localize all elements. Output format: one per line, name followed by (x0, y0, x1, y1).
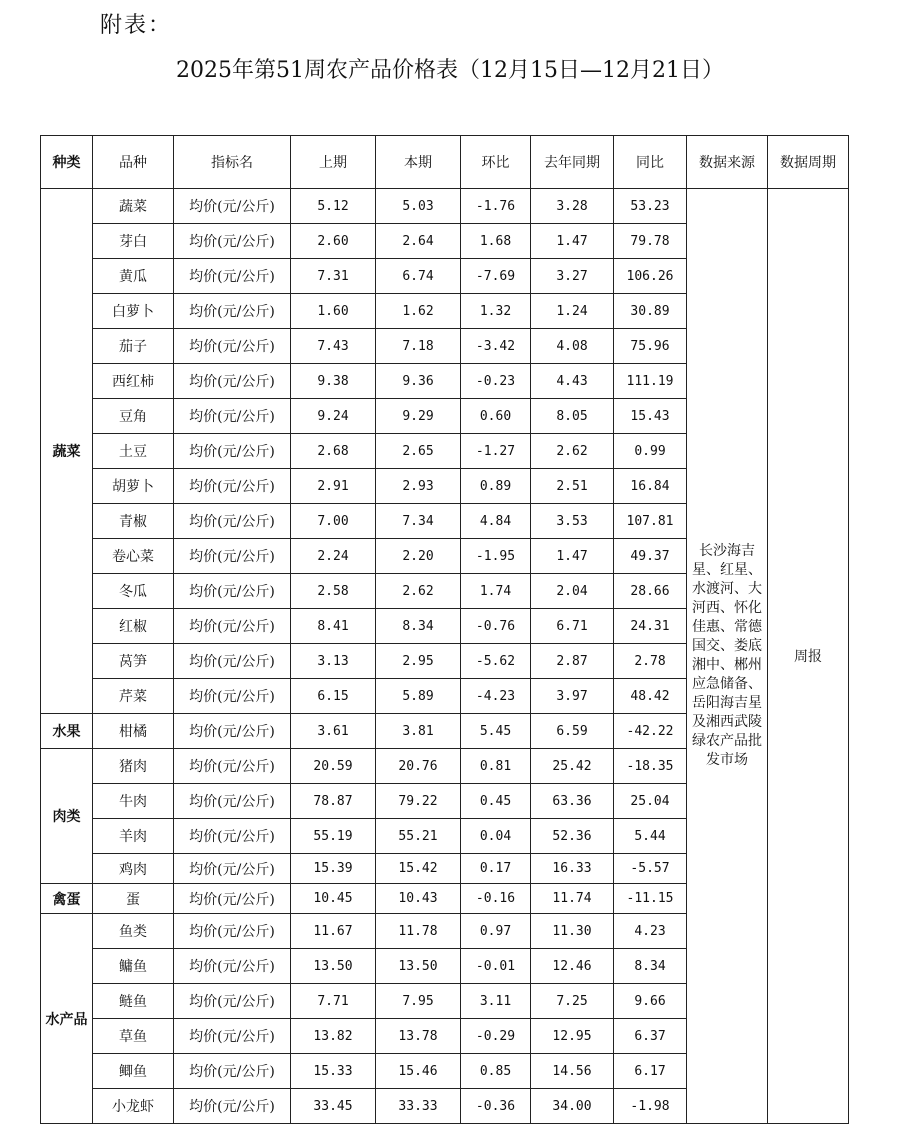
last-period-cell: 2.60 (291, 224, 376, 259)
indicator-cell: 均价(元/公斤) (174, 504, 291, 539)
this-period-cell: 8.34 (376, 609, 461, 644)
last-period-cell: 2.58 (291, 574, 376, 609)
last-period-cell: 13.50 (291, 949, 376, 984)
this-period-cell: 10.43 (376, 884, 461, 914)
this-period-cell: 55.21 (376, 819, 461, 854)
last-period-cell: 20.59 (291, 749, 376, 784)
last-year-cell: 6.59 (531, 714, 614, 749)
indicator-cell: 均价(元/公斤) (174, 984, 291, 1019)
yoy-cell: -42.22 (614, 714, 687, 749)
header-data-period: 数据周期 (768, 136, 849, 189)
yoy-cell: 28.66 (614, 574, 687, 609)
variety-cell: 猪肉 (93, 749, 174, 784)
variety-cell: 柑橘 (93, 714, 174, 749)
yoy-cell: -11.15 (614, 884, 687, 914)
mom-cell: 0.85 (461, 1054, 531, 1089)
header-yoy: 同比 (614, 136, 687, 189)
mom-cell: 4.84 (461, 504, 531, 539)
indicator-cell: 均价(元/公斤) (174, 329, 291, 364)
yoy-cell: -18.35 (614, 749, 687, 784)
this-period-cell: 9.36 (376, 364, 461, 399)
category-vegetable: 蔬菜 (41, 189, 93, 714)
indicator-cell: 均价(元/公斤) (174, 539, 291, 574)
variety-cell: 黄瓜 (93, 259, 174, 294)
mom-cell: -0.76 (461, 609, 531, 644)
last-period-cell: 1.60 (291, 294, 376, 329)
variety-cell: 西红柿 (93, 364, 174, 399)
variety-cell: 蔬菜 (93, 189, 174, 224)
indicator-cell: 均价(元/公斤) (174, 294, 291, 329)
yoy-cell: 79.78 (614, 224, 687, 259)
yoy-cell: -1.98 (614, 1089, 687, 1124)
mom-cell: -0.36 (461, 1089, 531, 1124)
indicator-cell: 均价(元/公斤) (174, 434, 291, 469)
this-period-cell: 7.34 (376, 504, 461, 539)
last-year-cell: 34.00 (531, 1089, 614, 1124)
yoy-cell: 106.26 (614, 259, 687, 294)
variety-cell: 茄子 (93, 329, 174, 364)
mom-cell: 0.97 (461, 914, 531, 949)
last-year-cell: 12.46 (531, 949, 614, 984)
indicator-cell: 均价(元/公斤) (174, 574, 291, 609)
last-year-cell: 4.08 (531, 329, 614, 364)
yoy-cell: 107.81 (614, 504, 687, 539)
last-period-cell: 2.24 (291, 539, 376, 574)
last-year-cell: 3.28 (531, 189, 614, 224)
header-data-source: 数据来源 (687, 136, 768, 189)
this-period-cell: 7.95 (376, 984, 461, 1019)
category-fruit: 水果 (41, 714, 93, 749)
this-period-cell: 2.62 (376, 574, 461, 609)
header-category: 种类 (41, 136, 93, 189)
yoy-cell: 24.31 (614, 609, 687, 644)
this-period-cell: 3.81 (376, 714, 461, 749)
last-year-cell: 12.95 (531, 1019, 614, 1054)
last-period-cell: 13.82 (291, 1019, 376, 1054)
variety-cell: 豆角 (93, 399, 174, 434)
yoy-cell: 53.23 (614, 189, 687, 224)
yoy-cell: 8.34 (614, 949, 687, 984)
indicator-cell: 均价(元/公斤) (174, 854, 291, 884)
header-variety: 品种 (93, 136, 174, 189)
this-period-cell: 79.22 (376, 784, 461, 819)
this-period-cell: 15.46 (376, 1054, 461, 1089)
indicator-cell: 均价(元/公斤) (174, 364, 291, 399)
mom-cell: -7.69 (461, 259, 531, 294)
indicator-cell: 均价(元/公斤) (174, 224, 291, 259)
variety-cell: 鲫鱼 (93, 1054, 174, 1089)
mom-cell: -0.16 (461, 884, 531, 914)
variety-cell: 鸡肉 (93, 854, 174, 884)
variety-cell: 土豆 (93, 434, 174, 469)
last-year-cell: 14.56 (531, 1054, 614, 1089)
yoy-cell: 6.17 (614, 1054, 687, 1089)
this-period-cell: 2.95 (376, 644, 461, 679)
last-year-cell: 3.27 (531, 259, 614, 294)
indicator-cell: 均价(元/公斤) (174, 609, 291, 644)
this-period-cell: 13.78 (376, 1019, 461, 1054)
category-aquatic: 水产品 (41, 914, 93, 1124)
last-period-cell: 78.87 (291, 784, 376, 819)
yoy-cell: 5.44 (614, 819, 687, 854)
variety-cell: 蛋 (93, 884, 174, 914)
mom-cell: 3.11 (461, 984, 531, 1019)
last-period-cell: 55.19 (291, 819, 376, 854)
last-year-cell: 3.97 (531, 679, 614, 714)
indicator-cell: 均价(元/公斤) (174, 1089, 291, 1124)
this-period-cell: 2.93 (376, 469, 461, 504)
last-period-cell: 2.68 (291, 434, 376, 469)
last-period-cell: 6.15 (291, 679, 376, 714)
indicator-cell: 均价(元/公斤) (174, 749, 291, 784)
variety-cell: 红椒 (93, 609, 174, 644)
variety-cell: 冬瓜 (93, 574, 174, 609)
yoy-cell: 4.23 (614, 914, 687, 949)
category-meat: 肉类 (41, 749, 93, 884)
header-last-period: 上期 (291, 136, 376, 189)
last-period-cell: 7.00 (291, 504, 376, 539)
variety-cell: 莴笋 (93, 644, 174, 679)
data-period-cell: 周报 (768, 189, 849, 1124)
mom-cell: 1.68 (461, 224, 531, 259)
last-period-cell: 15.33 (291, 1054, 376, 1089)
mom-cell: -0.01 (461, 949, 531, 984)
variety-cell: 牛肉 (93, 784, 174, 819)
indicator-cell: 均价(元/公斤) (174, 1019, 291, 1054)
variety-cell: 小龙虾 (93, 1089, 174, 1124)
this-period-cell: 5.89 (376, 679, 461, 714)
last-period-cell: 2.91 (291, 469, 376, 504)
this-period-cell: 9.29 (376, 399, 461, 434)
mom-cell: -0.23 (461, 364, 531, 399)
yoy-cell: 111.19 (614, 364, 687, 399)
this-period-cell: 7.18 (376, 329, 461, 364)
indicator-cell: 均价(元/公斤) (174, 914, 291, 949)
last-period-cell: 9.24 (291, 399, 376, 434)
yoy-cell: 25.04 (614, 784, 687, 819)
last-year-cell: 2.62 (531, 434, 614, 469)
last-period-cell: 3.13 (291, 644, 376, 679)
variety-cell: 卷心菜 (93, 539, 174, 574)
last-period-cell: 11.67 (291, 914, 376, 949)
page-title: 2025年第51周农产品价格表（12月15日—12月21日） (176, 58, 724, 83)
yoy-cell: 75.96 (614, 329, 687, 364)
yoy-cell: 9.66 (614, 984, 687, 1019)
last-year-cell: 6.71 (531, 609, 614, 644)
indicator-cell: 均价(元/公斤) (174, 399, 291, 434)
yoy-cell: 6.37 (614, 1019, 687, 1054)
last-period-cell: 7.31 (291, 259, 376, 294)
mom-cell: 0.89 (461, 469, 531, 504)
this-period-cell: 15.42 (376, 854, 461, 884)
last-year-cell: 7.25 (531, 984, 614, 1019)
last-period-cell: 3.61 (291, 714, 376, 749)
last-year-cell: 3.53 (531, 504, 614, 539)
indicator-cell: 均价(元/公斤) (174, 679, 291, 714)
last-year-cell: 11.30 (531, 914, 614, 949)
last-year-cell: 25.42 (531, 749, 614, 784)
mom-cell: 0.17 (461, 854, 531, 884)
last-year-cell: 1.47 (531, 539, 614, 574)
this-period-cell: 20.76 (376, 749, 461, 784)
this-period-cell: 2.64 (376, 224, 461, 259)
table-row (41, 189, 849, 224)
mom-cell: -3.42 (461, 329, 531, 364)
last-period-cell: 9.38 (291, 364, 376, 399)
yoy-cell: 48.42 (614, 679, 687, 714)
mom-cell: -1.76 (461, 189, 531, 224)
last-year-cell: 2.87 (531, 644, 614, 679)
last-year-cell: 1.47 (531, 224, 614, 259)
last-year-cell: 11.74 (531, 884, 614, 914)
indicator-cell: 均价(元/公斤) (174, 784, 291, 819)
last-period-cell: 7.71 (291, 984, 376, 1019)
this-period-cell: 33.33 (376, 1089, 461, 1124)
this-period-cell: 2.65 (376, 434, 461, 469)
header-mom: 环比 (461, 136, 531, 189)
mom-cell: -1.95 (461, 539, 531, 574)
last-year-cell: 1.24 (531, 294, 614, 329)
last-year-cell: 52.36 (531, 819, 614, 854)
last-period-cell: 15.39 (291, 854, 376, 884)
mom-cell: 0.60 (461, 399, 531, 434)
mom-cell: -4.23 (461, 679, 531, 714)
this-period-cell: 5.03 (376, 189, 461, 224)
indicator-cell: 均价(元/公斤) (174, 949, 291, 984)
mom-cell: -1.27 (461, 434, 531, 469)
yoy-cell: 49.37 (614, 539, 687, 574)
variety-cell: 鱼类 (93, 914, 174, 949)
yoy-cell: 2.78 (614, 644, 687, 679)
last-year-cell: 63.36 (531, 784, 614, 819)
mom-cell: 0.04 (461, 819, 531, 854)
last-year-cell: 2.04 (531, 574, 614, 609)
last-period-cell: 5.12 (291, 189, 376, 224)
mom-cell: -5.62 (461, 644, 531, 679)
data-source-cell: 长沙海吉星、红星、水渡河、大河西、怀化佳惠、常德国交、娄底湘中、郴州应急储备、岳阳海吉星及湘西武陵绿农产品批发市场 (687, 189, 768, 1124)
yoy-cell: 15.43 (614, 399, 687, 434)
indicator-cell: 均价(元/公斤) (174, 469, 291, 504)
last-year-cell: 2.51 (531, 469, 614, 504)
this-period-cell: 6.74 (376, 259, 461, 294)
mom-cell: -0.29 (461, 1019, 531, 1054)
yoy-cell: 0.99 (614, 434, 687, 469)
variety-cell: 草鱼 (93, 1019, 174, 1054)
header-this-period: 本期 (376, 136, 461, 189)
header-row (41, 136, 849, 189)
header-last-year: 去年同期 (531, 136, 614, 189)
indicator-cell: 均价(元/公斤) (174, 189, 291, 224)
this-period-cell: 2.20 (376, 539, 461, 574)
variety-cell: 青椒 (93, 504, 174, 539)
last-period-cell: 10.45 (291, 884, 376, 914)
variety-cell: 鳙鱼 (93, 949, 174, 984)
last-year-cell: 4.43 (531, 364, 614, 399)
mom-cell: 1.32 (461, 294, 531, 329)
indicator-cell: 均价(元/公斤) (174, 714, 291, 749)
mom-cell: 1.74 (461, 574, 531, 609)
last-year-cell: 16.33 (531, 854, 614, 884)
last-period-cell: 7.43 (291, 329, 376, 364)
mom-cell: 0.81 (461, 749, 531, 784)
this-period-cell: 13.50 (376, 949, 461, 984)
category-eggs: 禽蛋 (41, 884, 93, 914)
variety-cell: 芽白 (93, 224, 174, 259)
yoy-cell: 16.84 (614, 469, 687, 504)
indicator-cell: 均价(元/公斤) (174, 259, 291, 294)
variety-cell: 羊肉 (93, 819, 174, 854)
this-period-cell: 1.62 (376, 294, 461, 329)
attachment-label: 附表： (100, 13, 173, 38)
header-indicator: 指标名 (174, 136, 291, 189)
last-year-cell: 8.05 (531, 399, 614, 434)
yoy-cell: 30.89 (614, 294, 687, 329)
last-period-cell: 8.41 (291, 609, 376, 644)
indicator-cell: 均价(元/公斤) (174, 884, 291, 914)
last-period-cell: 33.45 (291, 1089, 376, 1124)
yoy-cell: -5.57 (614, 854, 687, 884)
mom-cell: 5.45 (461, 714, 531, 749)
variety-cell: 胡萝卜 (93, 469, 174, 504)
indicator-cell: 均价(元/公斤) (174, 819, 291, 854)
variety-cell: 白萝卜 (93, 294, 174, 329)
indicator-cell: 均价(元/公斤) (174, 644, 291, 679)
price-table (40, 135, 849, 1124)
variety-cell: 芹菜 (93, 679, 174, 714)
indicator-cell: 均价(元/公斤) (174, 1054, 291, 1089)
variety-cell: 鲢鱼 (93, 984, 174, 1019)
mom-cell: 0.45 (461, 784, 531, 819)
this-period-cell: 11.78 (376, 914, 461, 949)
